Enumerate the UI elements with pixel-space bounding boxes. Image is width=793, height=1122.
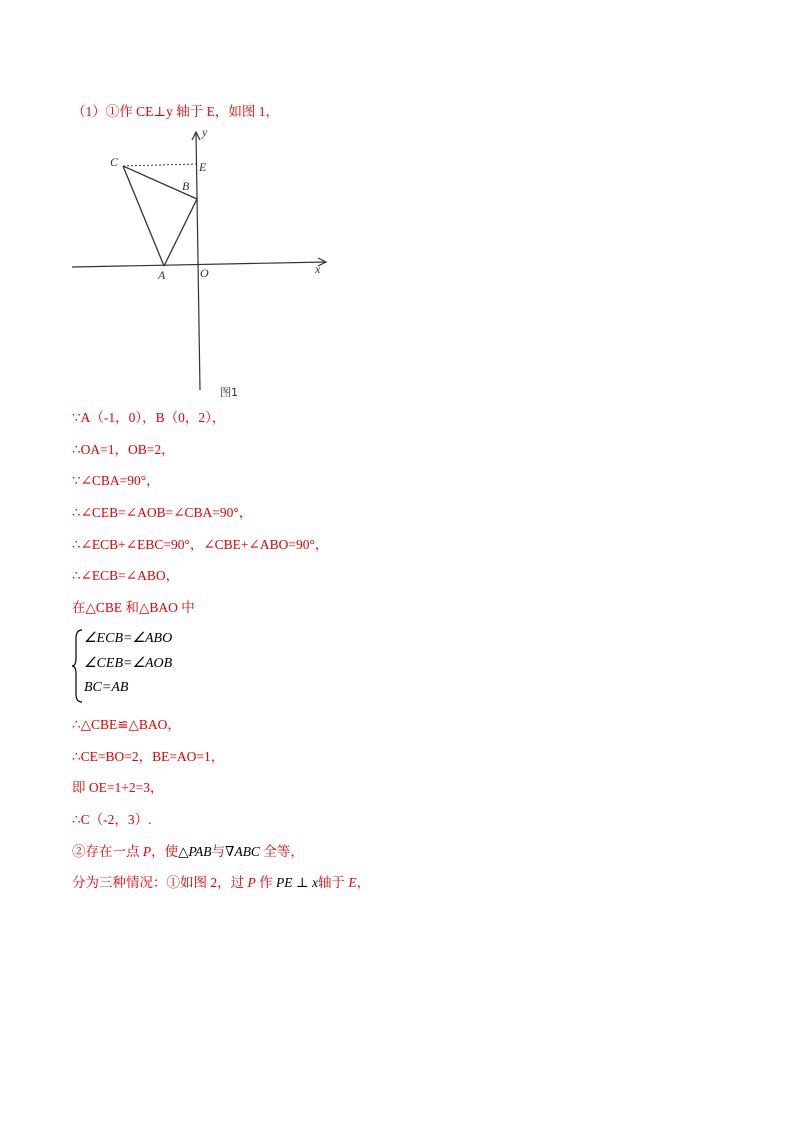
- text-line-13: [72, 843, 304, 861]
- text-line-8: 在△CBE 和△BAO 中: [72, 600, 195, 615]
- system-row-1: ∠ECB=∠ABO: [84, 631, 173, 646]
- text-13d: △PAB: [178, 844, 212, 859]
- system-row-2: ∠CEB=∠AOB: [84, 656, 173, 671]
- dotted-line-ce: [123, 164, 196, 166]
- text-line-3: ∴OA=1，OB=2，: [72, 442, 175, 457]
- text-14d: PE ⊥ x: [276, 875, 318, 890]
- text-line-6: ∴∠ECB+∠EBC=90°，∠CBE+∠ABO=90°，: [72, 537, 329, 552]
- coordinate-figure: [68, 120, 338, 405]
- text-13g: 全等，: [259, 844, 304, 859]
- text-line-14: [72, 874, 370, 892]
- label-e: E: [199, 160, 207, 174]
- text-13a: ②存在一点: [72, 844, 143, 859]
- text-14g: ，: [356, 875, 371, 890]
- label-c: C: [110, 155, 119, 169]
- figure-caption: 图1: [220, 386, 238, 399]
- text-line-1: （1）①作 CE⊥y 轴于 E，如图 1，: [72, 104, 279, 119]
- text-14b: P: [247, 875, 256, 890]
- text-line-12: ∴C（-2，3）.: [72, 812, 152, 827]
- text-14c: 作: [255, 875, 276, 890]
- text-13e: 与: [211, 844, 226, 859]
- text-line-2: ∵A（-1，0），B（0，2），: [72, 410, 226, 425]
- label-y: y: [202, 125, 208, 139]
- text-line-4: ∵∠CBA=90°，: [72, 473, 160, 488]
- text-14e: 轴于: [317, 875, 349, 890]
- text-line-9: ∴△CBE≌△BAO，: [72, 717, 181, 732]
- text-line-10: ∴CE=BO=2，BE=AO=1，: [72, 749, 225, 764]
- system-row-3: BC=AB: [84, 680, 129, 695]
- label-a: A: [158, 268, 166, 282]
- x-axis: [72, 262, 326, 267]
- left-brace-icon: [72, 628, 84, 704]
- label-x: x: [315, 262, 321, 276]
- text-line-5: ∴∠CEB=∠AOB=∠CBA=90°，: [72, 505, 253, 520]
- segment-ab: [164, 199, 197, 266]
- text-13b: P: [142, 844, 152, 859]
- text-14a: 分为三种情况：①如图 2，过: [72, 875, 248, 890]
- equation-system: [72, 628, 232, 704]
- text-13c: ，使: [151, 844, 179, 859]
- label-o: O: [200, 266, 209, 280]
- text-line-7: ∴∠ECB=∠ABO，: [72, 568, 180, 583]
- text-14f: E: [348, 875, 357, 890]
- text-line-11: 即 OE=1+2=3，: [72, 780, 164, 795]
- label-b: B: [182, 179, 190, 193]
- text-13f: ∇ABC: [225, 844, 260, 859]
